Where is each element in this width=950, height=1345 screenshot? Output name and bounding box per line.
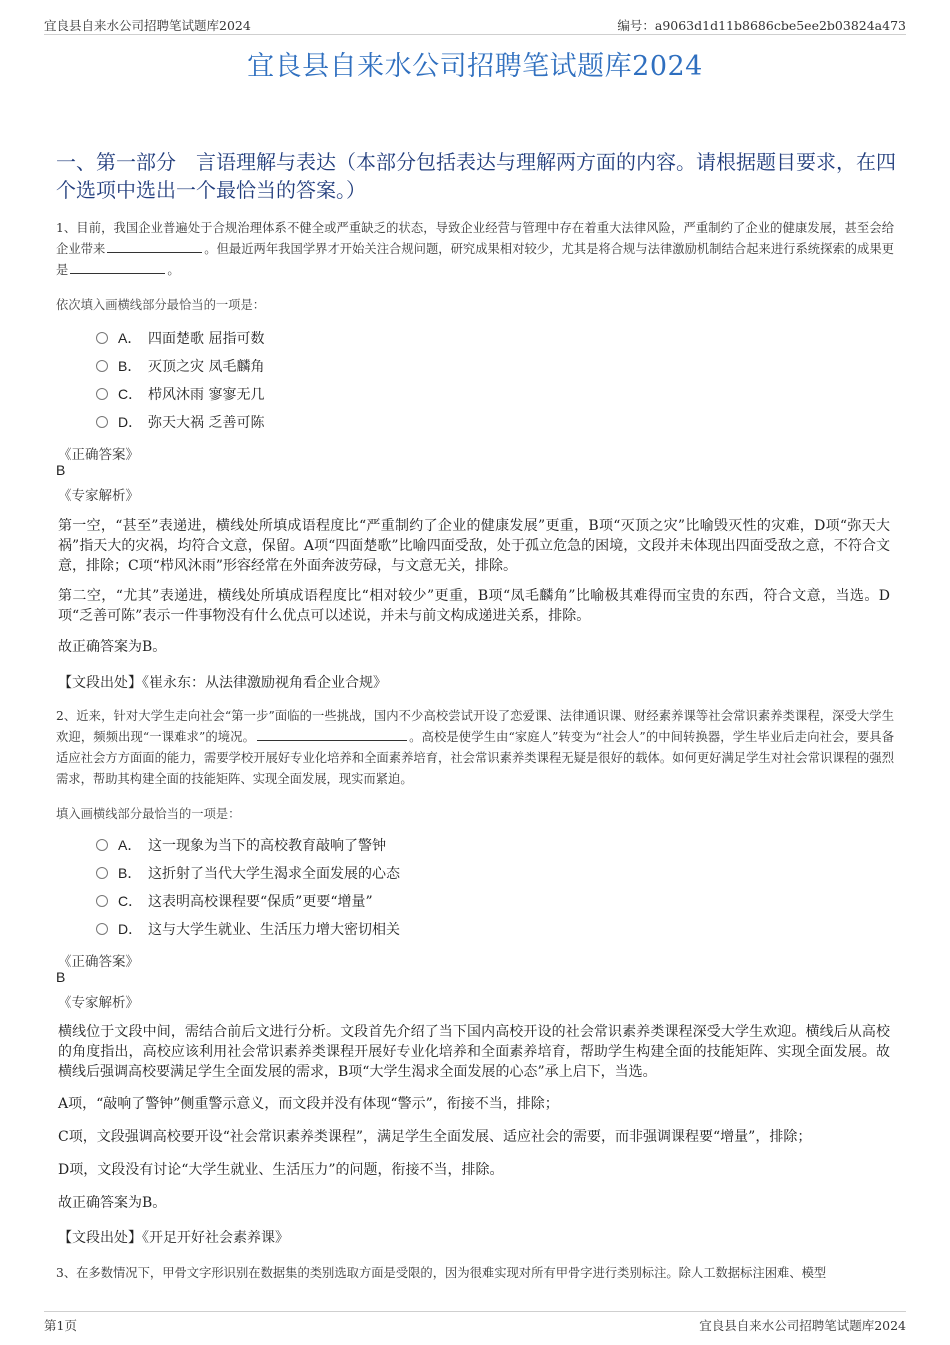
question-1-option-c[interactable]: C． 栉风沐雨 寥寥无几 — [96, 384, 264, 404]
question-2-analysis-para-3: C项，文段强调高校要开设“社会常识素养类课程”，满足学生全面发展、适应社会的需要，而非强调课程要“增量”，排除； — [58, 1129, 812, 1145]
question-2-option-d[interactable]: D． 这与大学生就业、生活压力增大密切相关 — [96, 919, 400, 939]
question-1-option-b[interactable]: B． 灭顶之灾 凤毛麟角 — [96, 356, 264, 376]
radio-button[interactable] — [96, 839, 108, 851]
page-footer — [44, 1311, 906, 1334]
question-1-stem: 1、目前，我国企业普遍处于合规治理体系不健全或严重缺乏的状态，导致企业经营与管理中存在着重大法律风险，严重制约了企业的健康发展，甚至会给企业带来 。但最近两年我国学界才开始关注合规问题，研究成果相对较少，尤其是将合规与法律激励机制结合起来进行系统探索的成果更是 。 — [56, 221, 894, 277]
question-2-conclusion: 故正确答案为B。 — [58, 1195, 167, 1211]
question-2-answer: B — [56, 969, 66, 985]
question-1-conclusion: 故正确答案为B。 — [58, 639, 167, 655]
question-1-source: 【文段出处】《崔永东：从法律激励视角看企业合规》 — [58, 675, 387, 691]
question-1-analysis-label: 《专家解析》 — [58, 488, 139, 504]
fill-blank — [257, 728, 407, 741]
header-doc-title: 宜良县自来水公司招聘笔试题库2024 — [44, 18, 251, 33]
question-1-option-a[interactable]: A． 四面楚歌 屈指可数 — [96, 328, 264, 348]
question-1-analysis-para-1: 第一空，“甚至”表递进，横线处所填成语程度比“严重制约了企业的健康发展”更重，B项“灭顶之灾”比喻毁灭性的灾难，D项“弥天大祸”指天大的灾祸，均符合文意，保留。A项“四面楚歌”比喻四面受敌，处于孤立危急的困境，文段并未体现出四面受敌之意，不符合文意，排除；C项“栉风沐雨”形容经常在外面奔波劳碌，与文意无关，排除。 — [58, 518, 890, 574]
question-1-answer-label: 《正确答案》 — [58, 447, 139, 463]
radio-button[interactable] — [96, 388, 108, 400]
question-2-option-c[interactable]: C． 这表明高校课程要“保质”更要“增量” — [96, 891, 373, 911]
radio-button[interactable] — [96, 895, 108, 907]
question-1-prompt: 依次填入画横线部分最恰当的一项是： — [56, 298, 266, 312]
question-2-analysis-para-1: 横线位于文段中间，需结合前后文进行分析。文段首先介绍了当下国内高校开设的社会常识素养类课程深受大学生欢迎。横线后从高校的角度指出，高校应该利用社会常识素养类课程开展好专业化培养和全面素养培育，帮助学生构建全面的技能矩阵、实现全面发展。故横线后强调高校要满足学生全面发展的需求，B项“大学生渴求全面发展的心态”承上启下，当选。 — [58, 1024, 890, 1080]
fill-blank — [107, 240, 202, 253]
page-title: 宜良县自来水公司招聘笔试题库2024 — [247, 51, 703, 82]
page-header — [44, 14, 906, 35]
header-doc-id: 编号：a9063d1d11b8686cbe5ee2b03824a473 — [617, 18, 906, 33]
radio-button[interactable] — [96, 867, 108, 879]
question-1-option-d[interactable]: D． 弥天大祸 乏善可陈 — [96, 412, 264, 432]
radio-button[interactable] — [96, 923, 108, 935]
question-2-option-b[interactable]: B． 这折射了当代大学生渴求全面发展的心态 — [96, 863, 400, 883]
question-2-analysis-label: 《专家解析》 — [58, 995, 139, 1011]
question-2-analysis-para-2: A项，“敲响了警钟”侧重警示意义，而文段并没有体现“警示”，衔接不当，排除； — [58, 1096, 559, 1112]
radio-button[interactable] — [96, 332, 108, 344]
radio-button[interactable] — [96, 360, 108, 372]
question-1-answer: B — [56, 462, 66, 478]
question-2-answer-label: 《正确答案》 — [58, 954, 139, 970]
question-1-analysis-para-2: 第二空，“尤其”表递进，横线处所填成语程度比“相对较少”更重，B项“凤毛麟角”比喻极其难得而宝贵的东西，符合文意，当选。D项“乏善可陈”表示一件事物没有什么优点可以述说，并未与前文构成递进关系，排除。 — [58, 588, 890, 624]
question-2-prompt: 填入画横线部分最恰当的一项是： — [56, 807, 241, 821]
question-2-stem: 2、近来，针对大学生走向社会“第一步”面临的一些挑战，国内不少高校尝试开设了恋爱课、法律通识课、财经素养课等社会常识素养类课程，深受大学生欢迎，频频出现“一课难求”的境况。 。高校是使学生由“家庭人”转变为“社会人”的中间转换器，学生毕业后走向社会，要具备适应社会方方面面的能力，需要学校开展好专业化培养和全面素养培育，社会常识素养类课程无疑是很好的载体。如何更好满足学生对社会常识课程的强烈需求，帮助其构建全面的技能矩阵、实现全面发展，现实而紧迫。 — [56, 709, 894, 786]
question-2-source: 【文段出处】《开足开好社会素养课》 — [58, 1230, 289, 1246]
radio-button[interactable] — [96, 416, 108, 428]
question-2-option-a[interactable]: A． 这一现象为当下的高校教育敲响了警钟 — [96, 835, 386, 855]
fill-blank — [70, 261, 165, 274]
footer-doc-title: 宜良县自来水公司招聘笔试题库2024 — [699, 1318, 906, 1333]
question-3-stem: 3、在多数情况下，甲骨文字形识别在数据集的类别选取方面是受限的，因为很难实现对所有甲骨字进行类别标注。除人工数据标注困难、模型 — [56, 1266, 827, 1280]
question-2-analysis-para-4: D项，文段没有讨论“大学生就业、生活压力”的问题，衔接不当，排除。 — [58, 1162, 504, 1178]
section-heading: 一、第一部分 言语理解与表达（本部分包括表达与理解两方面的内容。请根据题目要求，在四个选项中选出一个最恰当的答案。） — [56, 150, 896, 202]
page-number: 第1页 — [44, 1318, 77, 1333]
